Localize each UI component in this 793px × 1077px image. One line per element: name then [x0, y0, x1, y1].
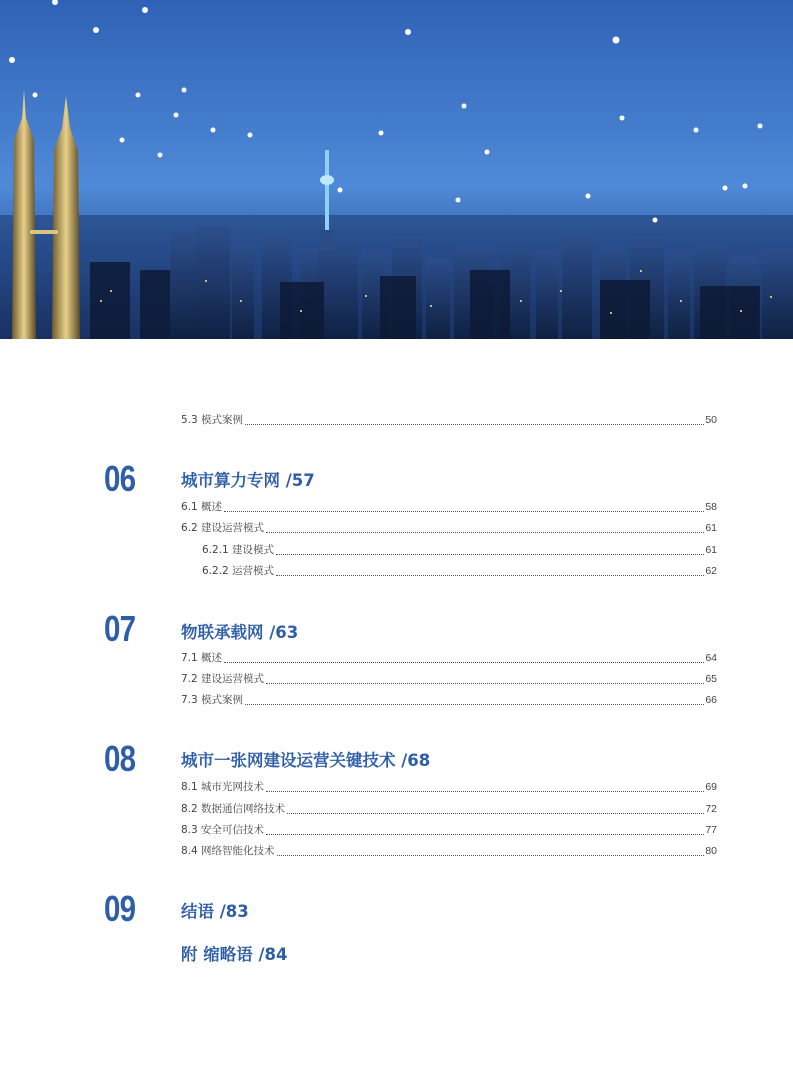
toc-entry-label: 6.1 概述 [181, 501, 223, 513]
toc-entry-6-2[interactable] [181, 521, 717, 535]
toc-entry-page: 66 [705, 694, 717, 706]
toc-entry-page: 69 [705, 781, 717, 793]
toc-entry-page: 62 [705, 565, 717, 577]
toc-entry-8-3[interactable] [181, 823, 717, 837]
toc-entry-label: 7.2 建设运营模式 [181, 673, 265, 685]
toc-entry-label: 6.2.1 建设模式 [202, 544, 275, 556]
dot-leader [266, 782, 704, 792]
toc-entry-6-2-1[interactable] [202, 543, 717, 557]
appendix-title[interactable]: 附 缩略语 /84 [181, 945, 288, 964]
toc-entry-page: 72 [705, 803, 717, 815]
dot-leader [245, 695, 704, 705]
toc-entry-label: 6.2 建设运营模式 [181, 522, 265, 534]
dot-leader [276, 566, 704, 576]
toc-entry-label: 8.1 城市光网技术 [181, 781, 265, 793]
toc-entry-label: 6.2.2 运营模式 [202, 565, 275, 577]
toc-entry-label: 8.2 数据通信网络技术 [181, 803, 286, 815]
chapter-number-07: 07 [104, 608, 136, 649]
dot-leader [287, 804, 704, 814]
toc-entry-label: 7.3 模式案例 [181, 694, 244, 706]
toc-entry-page: 61 [705, 522, 717, 534]
toc-entry-8-4[interactable] [181, 844, 717, 858]
toc-entry-8-2[interactable] [181, 802, 717, 816]
dot-leader [277, 846, 705, 856]
chapter-title-06[interactable]: 城市算力专网 /57 [181, 471, 315, 490]
dot-leader [224, 502, 704, 512]
chapter-number-09: 09 [104, 888, 136, 929]
toc-entry-page: 50 [705, 414, 717, 426]
toc-entry-page: 65 [705, 673, 717, 685]
toc-entry-label: 8.4 网络智能化技术 [181, 845, 275, 857]
toc-entry-8-1[interactable] [181, 780, 717, 794]
toc-entry-7-2[interactable] [181, 672, 717, 686]
toc-entry-label: 5.3 模式案例 [181, 414, 244, 426]
toc-entry-page: 77 [705, 824, 717, 836]
chapter-title-07[interactable]: 物联承载网 /63 [181, 623, 299, 642]
toc-entry-6-2-2[interactable] [202, 564, 717, 578]
dot-leader [224, 653, 704, 663]
toc-entry-5-3[interactable] [181, 413, 717, 427]
chapter-title-08[interactable]: 城市一张网建设运营关键技术 /68 [181, 751, 431, 770]
toc-entry-page: 58 [705, 501, 717, 513]
dot-leader [266, 674, 704, 684]
toc-entry-label: 7.1 概述 [181, 652, 223, 664]
toc-entry-label: 8.3 安全可信技术 [181, 824, 265, 836]
toc-entry-7-1[interactable] [181, 651, 717, 665]
dot-leader [276, 545, 704, 555]
dot-leader [245, 415, 704, 425]
toc-entry-page: 61 [705, 544, 717, 556]
dot-leader [266, 523, 704, 533]
dot-leader [266, 825, 704, 835]
toc-entry-page: 80 [705, 845, 717, 857]
chapter-number-08: 08 [104, 738, 136, 779]
toc-entry-6-1[interactable] [181, 500, 717, 514]
chapter-title-09[interactable]: 结语 /83 [181, 902, 249, 921]
chapter-number-06: 06 [104, 458, 136, 499]
toc-entry-7-3[interactable] [181, 693, 717, 707]
toc-entry-page: 64 [705, 652, 717, 664]
